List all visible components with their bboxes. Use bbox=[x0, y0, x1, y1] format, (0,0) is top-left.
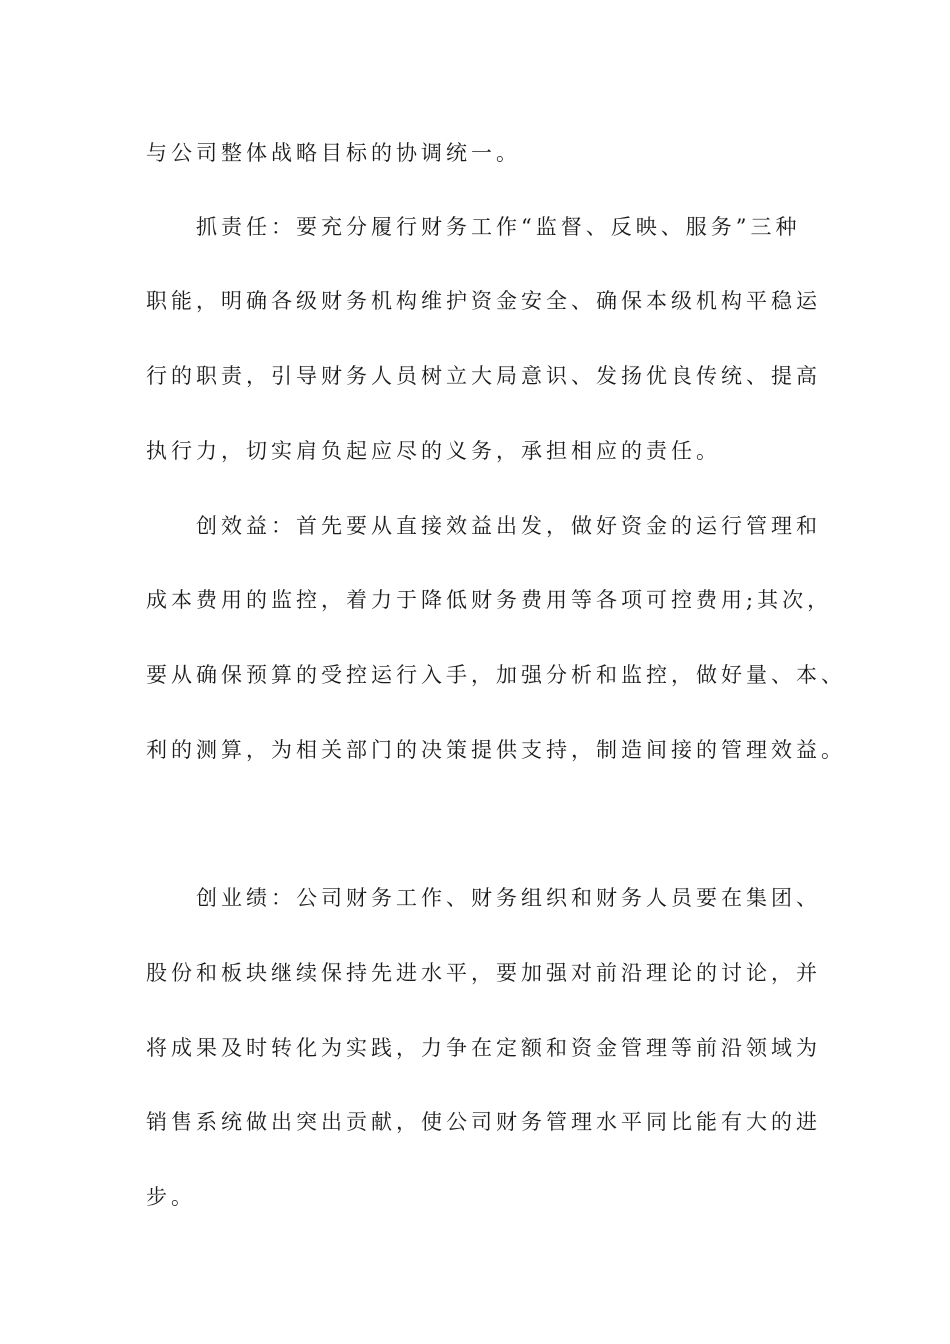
paragraph-2-line-1: 抓责任：要充分履行财务工作“监督、反映、服务”三种 bbox=[196, 215, 801, 239]
paragraph-2-line-2: 职能，明确各级财务机构维护资金安全、确保本级机构平稳运 bbox=[146, 289, 821, 313]
paragraph-4-line-2: 股份和板块继续保持先进水平，要加强对前沿理论的讨论，并 bbox=[146, 961, 821, 985]
paragraph-3-line-1: 创效益：首先要从直接效益出发，做好资金的运行管理和 bbox=[196, 514, 821, 538]
paragraph-1-line-1: 与公司整体战略目标的协调统一。 bbox=[146, 141, 521, 165]
paragraph-3-line-4: 利的测算，为相关部门的决策提供支持，制造间接的管理效益。 bbox=[146, 738, 846, 762]
paragraph-2-line-4: 执行力，切实肩负起应尽的义务，承担相应的责任。 bbox=[146, 439, 721, 463]
paragraph-4-line-4: 销售系统做出突出贡献，使公司财务管理水平同比能有大的进 bbox=[146, 1110, 821, 1134]
paragraph-3-line-3: 要从确保预算的受控运行入手，加强分析和监控，做好量、本、 bbox=[146, 663, 846, 687]
paragraph-4-line-1: 创业绩：公司财务工作、财务组织和财务人员要在集团、 bbox=[196, 886, 821, 910]
paragraph-2-line-3: 行的职责，引导财务人员树立大局意识、发扬优良传统、提高 bbox=[146, 364, 821, 388]
paragraph-4-line-3: 将成果及时转化为实践，力争在定额和资金管理等前沿领域为 bbox=[146, 1036, 821, 1060]
paragraph-3-line-2: 成本费用的监控，着力于降低财务费用等各项可控费用;其次， bbox=[146, 588, 833, 612]
paragraph-4-line-5: 步。 bbox=[146, 1185, 196, 1209]
